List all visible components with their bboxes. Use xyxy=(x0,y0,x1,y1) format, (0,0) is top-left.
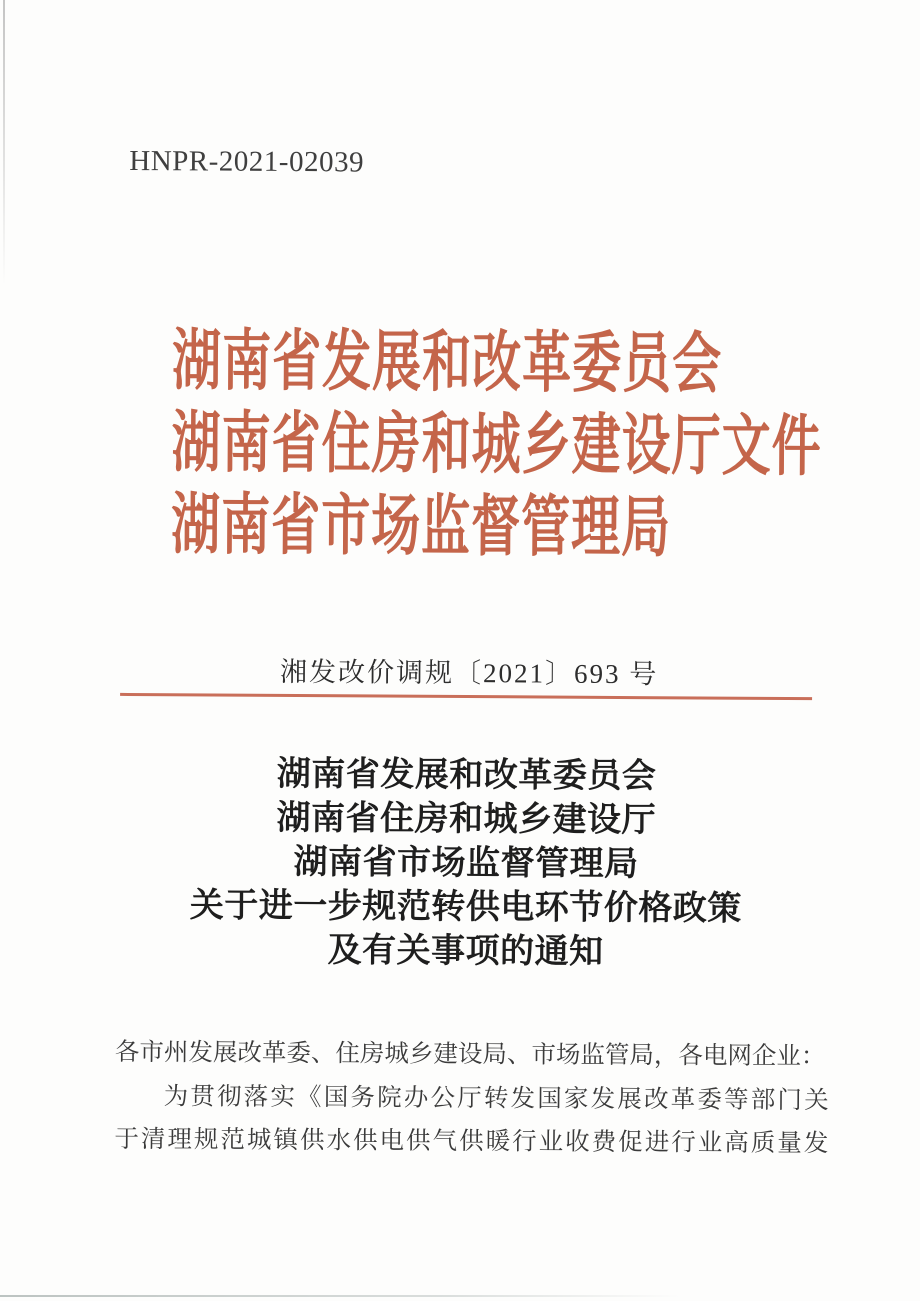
document-number: 湘发改价调规〔2021〕693 号 xyxy=(280,656,659,690)
body-paragraph-line-1: 为贯彻落实《国务院办公厅转发国家发展改革委等部门关 xyxy=(163,1082,829,1114)
letterhead-line-2 xyxy=(171,401,822,487)
title-line-4: 关于进一步规范转供电环节价格政策 xyxy=(189,887,742,928)
letterhead-line-1 xyxy=(172,319,823,405)
body-paragraph-line-2: 于清理规范城镇供水供电供气供暖行业收费促进行业高质量发 xyxy=(114,1125,829,1158)
letterhead-agency-2: 湖南省住房和城乡建设厅文件 xyxy=(171,404,822,484)
red-divider-rule xyxy=(120,693,812,700)
salutation-line: 各市州发展改革委、住房城乡建设局、市场监管局，各电网企业： xyxy=(114,1038,826,1071)
title-line-5: 及有关事项的通知 xyxy=(327,932,604,971)
title-line-3: 湖南省市场监督管理局 xyxy=(293,843,639,884)
title-line-2: 湖南省住房和城乡建设厅 xyxy=(276,799,657,840)
reference-code: HNPR-2021-02039 xyxy=(129,144,365,179)
document-title xyxy=(5,751,920,977)
letterhead-agency-3: 湖南省市场监督管理局 xyxy=(170,486,672,565)
letterhead-agency-1: 湖南省发展和改革委员会 xyxy=(171,322,723,401)
letterhead-line-3 xyxy=(171,483,822,569)
title-line-1: 湖南省发展和改革委员会 xyxy=(276,755,657,796)
document-body xyxy=(114,1031,829,1166)
letterhead xyxy=(171,319,823,569)
